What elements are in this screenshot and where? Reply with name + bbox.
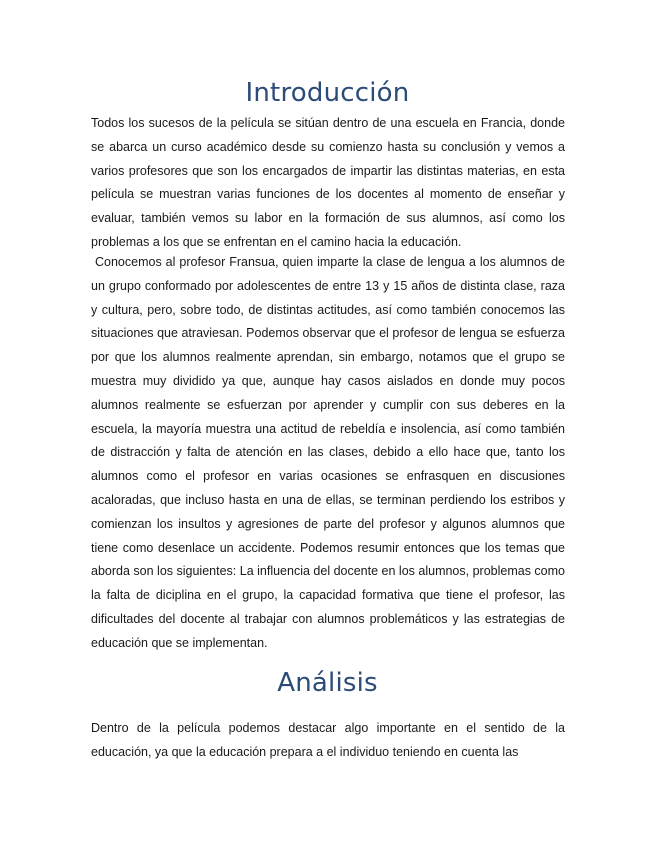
- intro-paragraph-2: Conocemos al profesor Fransua, quien imparte la clase de lengua a los alumnos de un grupo conformado por adolescentes de entre 13 y 15 años de distinta clase, raza y cultura, pero, sobre todo, de distintas actitudes, así como también conocemos las situaciones que atraviesan. Podemos observar que el profesor de lengua se esfuerza por que los alumnos realmente aprendan, sin embargo, notamos que el grupo se muestra muy dividido ya que, aunque hay casos aislados en donde muy pocos alumnos realmente se esfuerzan por aprender y cumplir con sus deberes en la escuela, la mayoría muestra una actitud de rebeldía e insolencia, así como también de distracción y falta de atención en las clases, debido a ello hace que, tanto los alumnos como el profesor en varias ocasiones se enfrasquen en discusiones acaloradas, que incluso hasta en una de ellas, se terminan perdiendo los estribos y comienzan los insultos y agresiones de parte del profesor y algunos alumnos que tiene como desenlace un accidente. Podemos resumir entonces que los temas que aborda son los siguientes: La influencia del docente en los alumnos, problemas como la falta de diciplina en el grupo, la capacidad formativa que tiene el profesor, las dificultades del docente al trabajar con alumnos problemáticos y las estrategias de educación que se implementan.: [91, 255, 565, 650]
- intro-heading: Introducción: [245, 78, 410, 108]
- analysis-heading: Análisis: [277, 668, 378, 698]
- intro-paragraph-1: Todos los sucesos de la película se sitúan dentro de una escuela en Francia, donde se abarca un curso académico desde su comienzo hasta su conclusión y vemos a varios profesores que son los encargados de impartir las distintas materias, en esta película se muestran varias funciones de los docentes al momento de enseñar y evaluar, también vemos su labor en la formación de sus alumnos, así como los problemas a los que se enfrentan en el camino hacia la educación.: [91, 116, 565, 249]
- analysis-paragraph-1: Dentro de la película podemos destacar algo importante en el sentido de la educación, ya que la educación prepara a el individuo teniendo en cuenta las: [91, 721, 565, 759]
